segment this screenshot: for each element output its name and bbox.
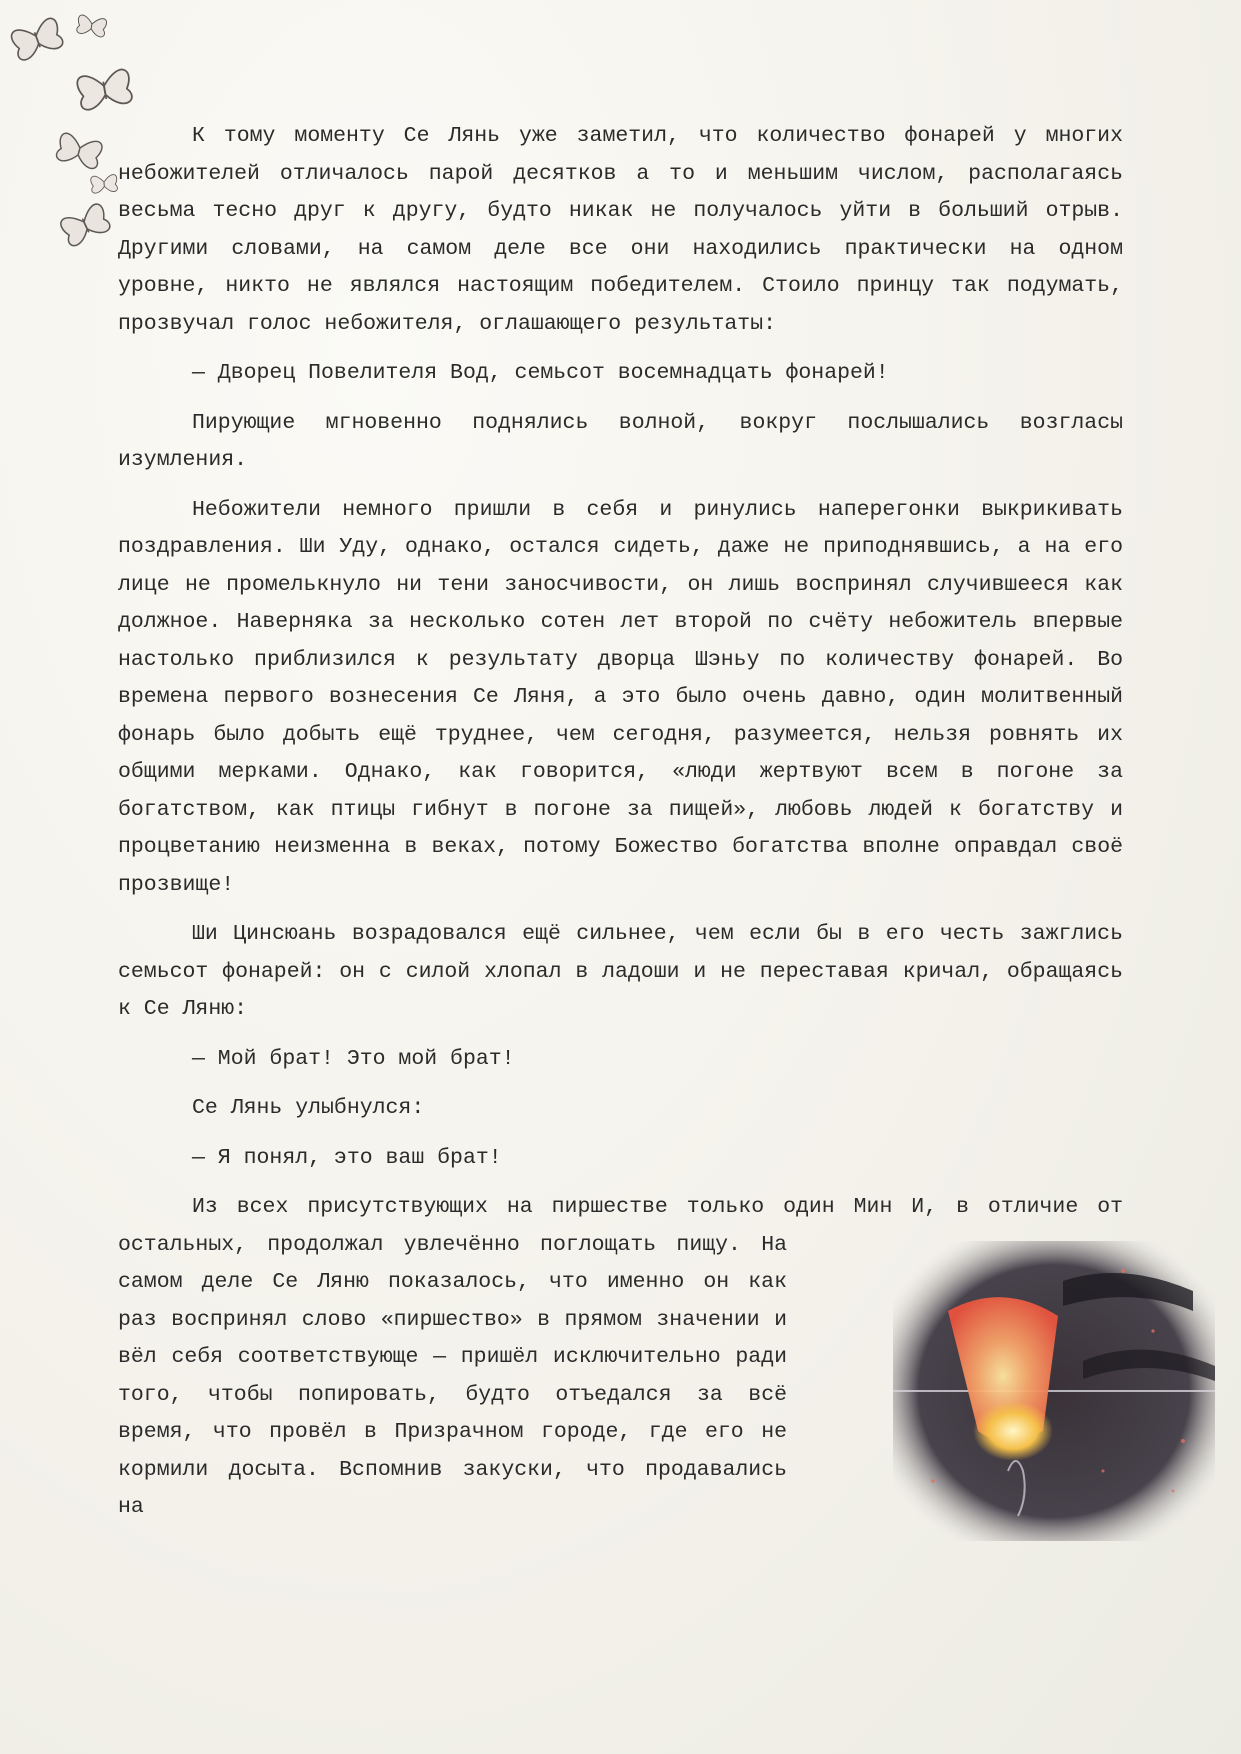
paragraph-last-first-line: Из всех присутствующих на пиршестве только один Мин И, в отличие <box>192 1195 1079 1219</box>
paragraph-last <box>118 1189 1123 1527</box>
paragraph: — Дворец Повелителя Вод, семьсот восемнадцать фонарей! <box>192 361 889 385</box>
paragraph: К тому моменту Се Лянь уже заметил, что количество фонарей у многих небожителей отличалось парой десятков а то и меньшим числом, располагаясь весьма тесно друг к другу, будто никак не получалось уйти в больший отрыв. Другими словами, на самом деле все они находились практически на одном уровне, никто не являлся настоящим победителем. Стоило принцу так подумать, прозвучал голос небожителя, оглашающего результаты: <box>118 124 1123 336</box>
paragraph: Се Лянь улыбнулся: <box>192 1096 425 1120</box>
body-text <box>118 118 1123 1541</box>
sky-lantern-illustration <box>819 1241 1141 1541</box>
paragraph: Небожители немного пришли в себя и ринулись наперегонки выкрикивать поздравления. Ши Уду, однако, остался сидеть, даже не приподнявшись, а на его лице не промелькнуло ни тени заносчивости, он лишь воспринял случившееся как должное. Наверняка за несколько сотен лет второй по счёту небожитель впервые настолько приблизился к результату дворца Шэньу по количеству фонарей. Во времена первого вознесения Се Ляня, а это было очень давно, один молитвенный фонарь было добыть ещё труднее, чем сегодня, разумеется, нельзя ровнять их общими мерками. Однако, как говорится, «люди жертвуют всем в погоне за богатством, как птицы гибнут в погоне за пищей», любовь людей к богатству и процветанию неизменна в веках, потому Божество богатства вполне оправдал своё прозвище! <box>118 497 1123 897</box>
paragraph: — Я понял, это ваш брат! <box>192 1145 502 1170</box>
paragraph: — Мой брат! Это мой брат! <box>192 1046 515 1071</box>
paragraph: Пирующие мгновенно поднялись волной, вокруг послышались возгласы изумления. <box>118 410 1123 472</box>
paragraph: Ши Цинсюань возрадовался ещё сильнее, чем если бы в его честь зажглись семьсот фонарей: он с силой хлопал в ладоши и не переставая кричал, обращаясь к Се Ляню: <box>118 922 1123 1021</box>
paragraph-last-rest: от остальных, продолжал увлечённо поглощать пищу. На самом деле Се Ляню показалось, что именно он как раз воспринял слово «пиршество» в прямом значении и вёл себя соответствующе — пришёл исключительно ради того, чтобы попировать, будто отъедался за всё время, что провёл в Призрачном городе, где его не кормили досыта. Вспомнив закуски, что продавались на <box>118 1195 1123 1519</box>
